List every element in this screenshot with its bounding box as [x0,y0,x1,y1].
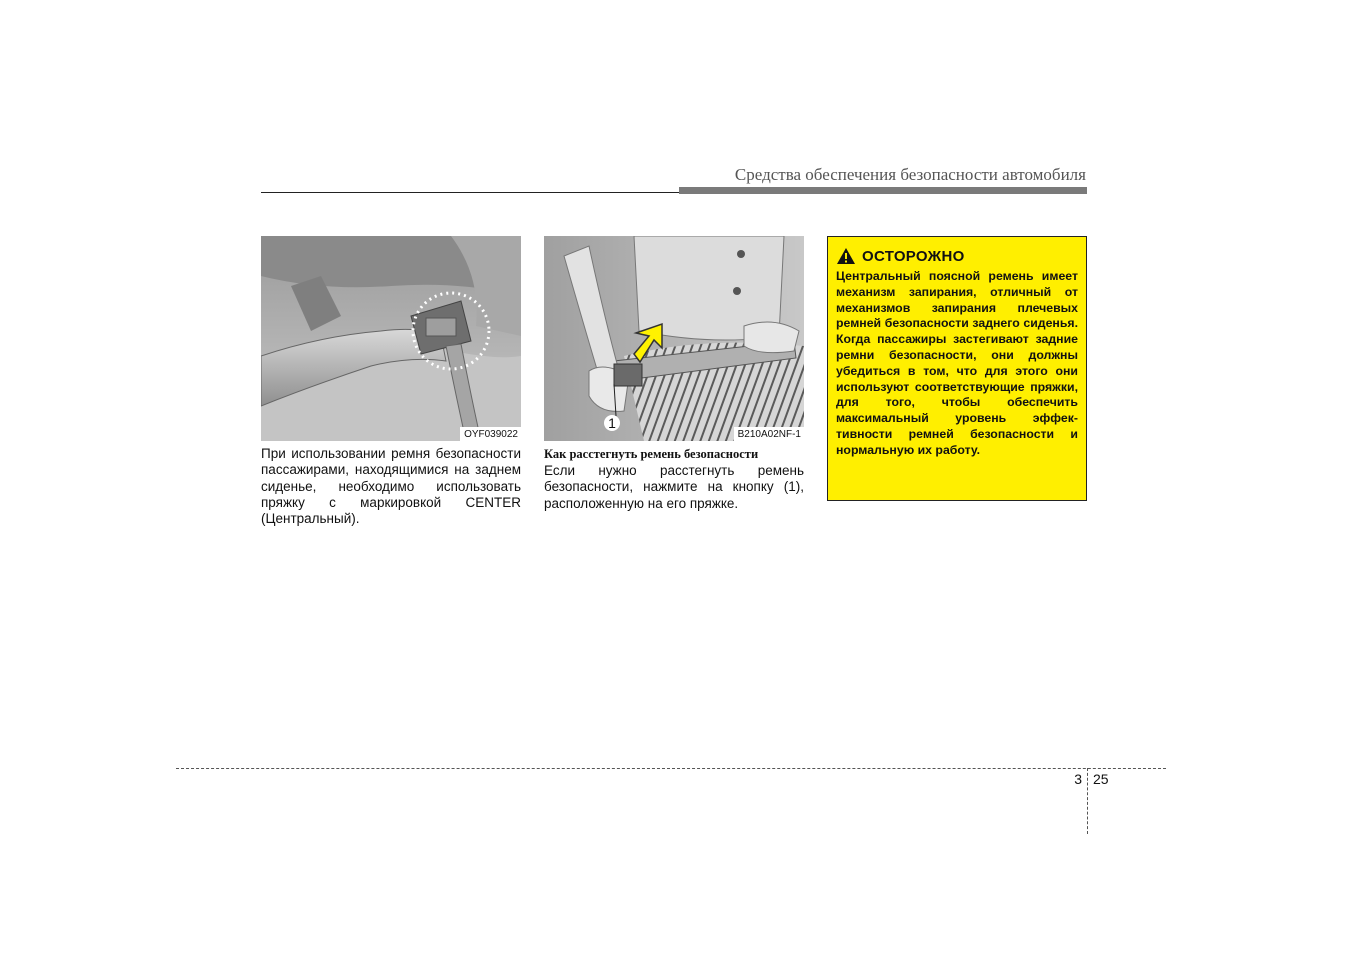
warning-text: Центральный поясной ремень имеет механизм запирания, отличный от механизмов запирания плечевых ремней безопасности заднего сиденья. Когда пассажиры застегивают задние ремни безопасности, они должны убедиться в том, что для этого они используют соответствующие пряжки, для того, чтобы обеспечить максимальный уровень эффективности ремней безопасности и нормальную их работу. [836,269,1078,457]
figure-unbuckle [544,236,804,441]
header-rule-thin [261,192,679,193]
warning-box [827,236,1087,501]
page-header-title: Средства обеспечения безопасности автомобиля [734,165,1086,184]
section-column [544,446,804,512]
figure-caption: B210A02NF-1 [734,427,804,441]
page-number: 25 [1093,771,1109,787]
warning-title: ОСТОРОЖНО [862,247,965,265]
callout-number: 1 [604,415,620,431]
header-rule-thick [679,187,1087,194]
warning-header [836,247,1078,265]
figure-caption: OYF039022 [460,427,521,441]
footer-divider [176,768,1166,769]
footer-divider-vertical [1087,768,1088,834]
figure-center-buckle [261,236,521,441]
body-paragraph: Если нужно расстегнуть ремень безопасности, нажмите на кнопку (1), расположенную на его пряжке. [544,463,804,511]
section-heading: Как расстегнуть ремень безопасности [544,447,759,461]
unbuckle-illustration [544,236,804,441]
seat-belt-buckle-illustration [261,236,521,441]
warning-triangle-icon [836,247,856,265]
body-paragraph: При использовании ремня безопасности пассажирами, находящимися на заднем сиденье, необходимо использовать пряжку с маркировкой CENTER (Центральный). [261,446,521,527]
chapter-number: 3 [1074,771,1082,787]
